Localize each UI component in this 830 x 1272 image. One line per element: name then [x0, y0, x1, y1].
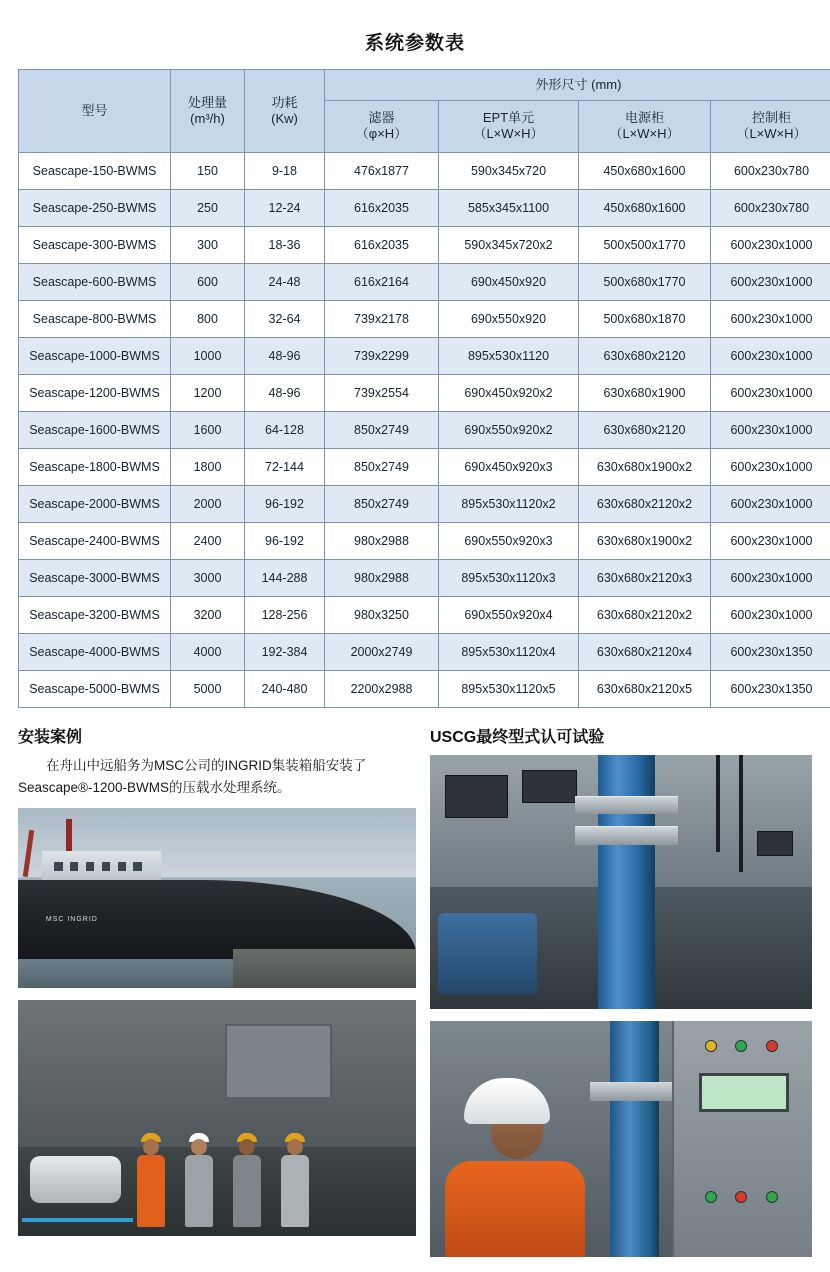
- cell-power: 128-256: [245, 597, 325, 634]
- cell-power-cabinet: 630x680x1900x2: [579, 449, 711, 486]
- cell-ept: 690x550x920: [439, 301, 579, 338]
- cell-capacity: 600: [171, 264, 245, 301]
- photo-pipe-flange: [575, 826, 678, 845]
- cell-power: 64-128: [245, 412, 325, 449]
- photo-blue-pipe: [610, 1021, 660, 1257]
- cell-power: 32-64: [245, 301, 325, 338]
- photo-equipment-box: [445, 775, 508, 818]
- table-row: [19, 301, 830, 338]
- cell-ept: 590x345x720: [439, 153, 579, 190]
- col-header-filter-unit: （φ×H）: [327, 126, 436, 142]
- table-row: [19, 671, 830, 708]
- photo-pipe-flange: [590, 1082, 682, 1101]
- cell-filter: 980x2988: [325, 560, 439, 597]
- cell-filter: 2200x2988: [325, 671, 439, 708]
- cell-control-cabinet: 600x230x1000: [711, 264, 830, 301]
- cell-power: 192-384: [245, 634, 325, 671]
- photo-control-cabinet: [672, 1021, 812, 1257]
- cell-capacity: 3000: [171, 560, 245, 597]
- photo-ship-name: MSC INGRID: [46, 916, 98, 923]
- cell-control-cabinet: 600x230x1000: [711, 560, 830, 597]
- photo-body: [233, 1155, 261, 1227]
- cell-filter: 850x2749: [325, 449, 439, 486]
- cell-power: 48-96: [245, 338, 325, 375]
- cell-filter: 616x2164: [325, 264, 439, 301]
- cell-capacity: 800: [171, 301, 245, 338]
- cell-power-cabinet: 450x680x1600: [579, 153, 711, 190]
- photo-window: [70, 862, 79, 871]
- photo-indicator-lamp: [735, 1191, 747, 1203]
- cell-power-cabinet: 500x680x1870: [579, 301, 711, 338]
- cell-model: Seascape-1000-BWMS: [19, 338, 171, 375]
- install-case-title: 安装案例: [18, 724, 416, 747]
- photo-equipment-box: [757, 831, 793, 856]
- cell-power-cabinet: 630x680x2120x4: [579, 634, 711, 671]
- cell-capacity: 1600: [171, 412, 245, 449]
- cell-control-cabinet: 600x230x780: [711, 190, 830, 227]
- cell-filter: 739x2299: [325, 338, 439, 375]
- col-header-filter-label: 滤器: [327, 110, 436, 126]
- cell-filter: 850x2749: [325, 412, 439, 449]
- cell-power: 9-18: [245, 153, 325, 190]
- photo-window: [86, 862, 95, 871]
- cell-power-cabinet: 630x680x2120: [579, 412, 711, 449]
- table-header: [19, 70, 830, 153]
- document-page: [0, 28, 830, 1272]
- cell-filter: 739x2554: [325, 375, 439, 412]
- cell-model: Seascape-2000-BWMS: [19, 486, 171, 523]
- cell-power: 144-288: [245, 560, 325, 597]
- cell-capacity: 2400: [171, 523, 245, 560]
- table-row: [19, 375, 830, 412]
- photo-window: [102, 862, 111, 871]
- cell-power-cabinet: 630x680x2120x3: [579, 560, 711, 597]
- table-row: [19, 190, 830, 227]
- cell-capacity: 1200: [171, 375, 245, 412]
- photo-head: [191, 1139, 207, 1155]
- cell-capacity: 150: [171, 153, 245, 190]
- photo-tank: [438, 913, 537, 994]
- photo-quay: [233, 949, 416, 989]
- cell-power-cabinet: 630x680x2120x2: [579, 486, 711, 523]
- cell-power: 18-36: [245, 227, 325, 264]
- table-row: [19, 560, 830, 597]
- cell-power-cabinet: 450x680x1600: [579, 190, 711, 227]
- photo-crew-engine-room: [18, 1000, 416, 1236]
- cell-model: Seascape-600-BWMS: [19, 264, 171, 301]
- table-row: [19, 412, 830, 449]
- cell-ept: 590x345x720x2: [439, 227, 579, 264]
- photo-worker-at-panel: [430, 1021, 812, 1257]
- cell-capacity: 1000: [171, 338, 245, 375]
- cell-power-cabinet: 500x680x1770: [579, 264, 711, 301]
- cell-ept: 690x550x920x3: [439, 523, 579, 560]
- cell-ept: 690x450x920x2: [439, 375, 579, 412]
- photo-indicator-lamp: [766, 1040, 778, 1052]
- cell-power: 72-144: [245, 449, 325, 486]
- photo-body: [185, 1155, 213, 1227]
- page-title: 系统参数表: [18, 28, 812, 55]
- uscg-test-title: USCG最终型式认可试验: [430, 724, 812, 747]
- photo-ship-at-port: [18, 808, 416, 988]
- photo-mast: [66, 819, 72, 855]
- cell-power: 12-24: [245, 190, 325, 227]
- cell-control-cabinet: 600x230x1000: [711, 412, 830, 449]
- cell-power-cabinet: 500x500x1770: [579, 227, 711, 264]
- photo-indicator-lamp: [705, 1191, 717, 1203]
- lower-content: [18, 724, 812, 1257]
- table-row: [19, 486, 830, 523]
- cell-power: 48-96: [245, 375, 325, 412]
- cell-ept: 690x550x920x2: [439, 412, 579, 449]
- col-header-power-cabinet: [579, 100, 711, 152]
- col-header-control-cabinet-label: 控制柜: [713, 110, 830, 126]
- cell-capacity: 4000: [171, 634, 245, 671]
- col-header-power-cabinet-label: 电源柜: [581, 110, 708, 126]
- photo-cable: [716, 755, 720, 852]
- col-header-ept-label: EPT单元: [441, 110, 576, 126]
- cell-control-cabinet: 600x230x1000: [711, 449, 830, 486]
- photo-person: [233, 1133, 261, 1227]
- cell-power: 96-192: [245, 523, 325, 560]
- cell-filter: 980x2988: [325, 523, 439, 560]
- cell-power: 24-48: [245, 264, 325, 301]
- cell-control-cabinet: 600x230x1000: [711, 301, 830, 338]
- col-header-power-cabinet-unit: （L×W×H）: [581, 126, 708, 142]
- col-header-ept-unit: （L×W×H）: [441, 126, 576, 142]
- col-header-power-unit: (Kw): [247, 111, 322, 127]
- photo-indicator-lamp: [766, 1191, 778, 1203]
- table-row: [19, 227, 830, 264]
- photo-hmi-screen: [699, 1073, 789, 1112]
- cell-control-cabinet: 600x230x1350: [711, 671, 830, 708]
- cell-model: Seascape-2400-BWMS: [19, 523, 171, 560]
- table-body: [19, 153, 830, 708]
- col-header-dimensions-group: 外形尺寸 (mm): [325, 70, 830, 101]
- cell-capacity: 2000: [171, 486, 245, 523]
- photo-indicator-lamp: [705, 1040, 717, 1052]
- col-header-power: [245, 70, 325, 153]
- photo-worker-suit: [445, 1161, 585, 1257]
- cell-control-cabinet: 600x230x1000: [711, 375, 830, 412]
- photo-control-panel: [225, 1024, 332, 1099]
- cell-filter: 476x1877: [325, 153, 439, 190]
- table-header-row-1: [19, 70, 830, 101]
- cell-ept: 895x530x1120x2: [439, 486, 579, 523]
- cell-model: Seascape-150-BWMS: [19, 153, 171, 190]
- cell-power: 96-192: [245, 486, 325, 523]
- photo-test-rig: [430, 755, 812, 1009]
- photo-head: [239, 1139, 255, 1155]
- cell-power-cabinet: 630x680x2120x2: [579, 597, 711, 634]
- cell-model: Seascape-4000-BWMS: [19, 634, 171, 671]
- uscg-test-column: [430, 724, 812, 1257]
- cell-ept: 895x530x1120x4: [439, 634, 579, 671]
- table-row: [19, 634, 830, 671]
- install-case-paragraph: 在舟山中远船务为MSC公司的INGRID集装箱船安装了Seascape®-1200-BWMS的压载水处理系统。: [18, 755, 416, 798]
- cell-model: Seascape-250-BWMS: [19, 190, 171, 227]
- cell-power-cabinet: 630x680x2120: [579, 338, 711, 375]
- photo-head: [287, 1139, 303, 1155]
- photo-person: [137, 1133, 165, 1227]
- cell-ept: 895x530x1120x3: [439, 560, 579, 597]
- photo-background-wall: [18, 1000, 416, 1146]
- cell-capacity: 3200: [171, 597, 245, 634]
- col-header-capacity-label: 处理量: [173, 95, 242, 111]
- photo-pipe-flange: [575, 796, 678, 815]
- cell-model: Seascape-1200-BWMS: [19, 375, 171, 412]
- photo-blue-pipe: [598, 755, 655, 1009]
- col-header-power-label: 功耗: [247, 95, 322, 111]
- col-header-ept: [439, 100, 579, 152]
- table-row: [19, 523, 830, 560]
- photo-person: [281, 1133, 309, 1227]
- cell-ept: 585x345x1100: [439, 190, 579, 227]
- cell-ept: 895x530x1120: [439, 338, 579, 375]
- cell-model: Seascape-5000-BWMS: [19, 671, 171, 708]
- photo-cylinder: [30, 1156, 122, 1203]
- cell-model: Seascape-1800-BWMS: [19, 449, 171, 486]
- photo-person: [185, 1133, 213, 1227]
- cell-power-cabinet: 630x680x2120x5: [579, 671, 711, 708]
- cell-model: Seascape-1600-BWMS: [19, 412, 171, 449]
- cell-power: 240-480: [245, 671, 325, 708]
- photo-window: [118, 862, 127, 871]
- photo-body: [137, 1155, 165, 1227]
- cell-filter: 2000x2749: [325, 634, 439, 671]
- cell-ept: 895x530x1120x5: [439, 671, 579, 708]
- photo-handrail: [22, 1218, 133, 1222]
- cell-control-cabinet: 600x230x1000: [711, 486, 830, 523]
- system-parameters-table: [18, 69, 830, 708]
- photo-cable: [739, 755, 743, 872]
- cell-ept: 690x450x920: [439, 264, 579, 301]
- cell-capacity: 250: [171, 190, 245, 227]
- col-header-control-cabinet-unit: （L×W×H）: [713, 126, 830, 142]
- col-header-control-cabinet: [711, 100, 830, 152]
- cell-power-cabinet: 630x680x1900x2: [579, 523, 711, 560]
- photo-equipment-box: [522, 770, 577, 802]
- col-header-model: 型号: [19, 70, 171, 153]
- col-header-capacity-unit: (m³/h): [173, 111, 242, 127]
- table-row: [19, 597, 830, 634]
- cell-model: Seascape-3000-BWMS: [19, 560, 171, 597]
- cell-control-cabinet: 600x230x1000: [711, 597, 830, 634]
- photo-indicator-lamp: [735, 1040, 747, 1052]
- table-row: [19, 338, 830, 375]
- cell-filter: 850x2749: [325, 486, 439, 523]
- cell-control-cabinet: 600x230x780: [711, 153, 830, 190]
- cell-control-cabinet: 600x230x1000: [711, 523, 830, 560]
- cell-power-cabinet: 630x680x1900: [579, 375, 711, 412]
- table-row: [19, 153, 830, 190]
- photo-head: [143, 1139, 159, 1155]
- col-header-capacity: [171, 70, 245, 153]
- cell-control-cabinet: 600x230x1000: [711, 227, 830, 264]
- cell-model: Seascape-800-BWMS: [19, 301, 171, 338]
- cell-model: Seascape-300-BWMS: [19, 227, 171, 264]
- photo-body: [281, 1155, 309, 1227]
- cell-capacity: 5000: [171, 671, 245, 708]
- cell-ept: 690x550x920x4: [439, 597, 579, 634]
- cell-filter: 616x2035: [325, 190, 439, 227]
- cell-filter: 739x2178: [325, 301, 439, 338]
- cell-model: Seascape-3200-BWMS: [19, 597, 171, 634]
- table-row: [19, 264, 830, 301]
- table-row: [19, 449, 830, 486]
- cell-filter: 980x3250: [325, 597, 439, 634]
- col-header-filter: [325, 100, 439, 152]
- install-case-column: [18, 724, 416, 1257]
- photo-window: [133, 862, 142, 871]
- cell-ept: 690x450x920x3: [439, 449, 579, 486]
- cell-capacity: 300: [171, 227, 245, 264]
- cell-control-cabinet: 600x230x1000: [711, 338, 830, 375]
- photo-window: [54, 862, 63, 871]
- cell-capacity: 1800: [171, 449, 245, 486]
- cell-filter: 616x2035: [325, 227, 439, 264]
- cell-control-cabinet: 600x230x1350: [711, 634, 830, 671]
